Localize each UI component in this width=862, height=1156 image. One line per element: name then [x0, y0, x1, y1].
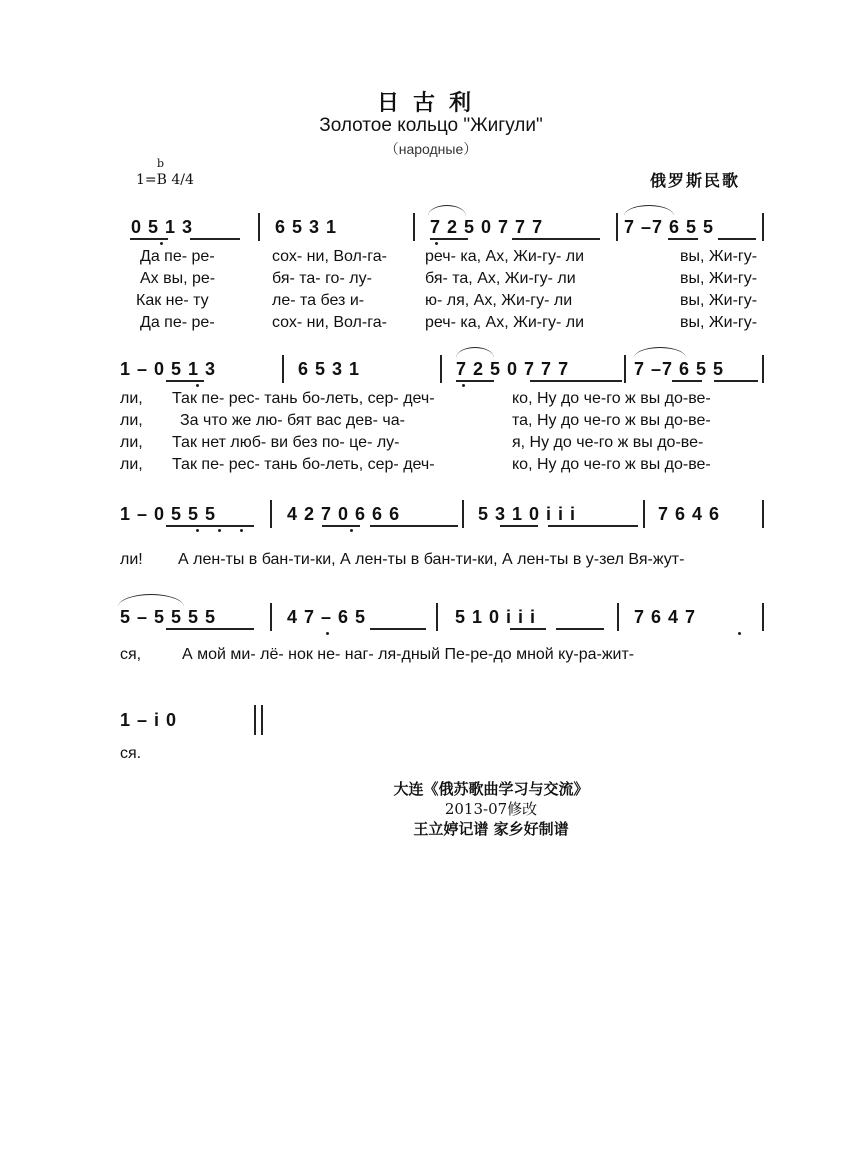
footer-date: 2013-07修改: [444, 800, 538, 818]
slur: [634, 347, 686, 358]
lyric: бя- та- го- лу-: [272, 270, 372, 287]
barline: [643, 500, 645, 528]
lyric: ю- ля, Ах, Жи-гу- ли: [425, 292, 573, 309]
measure-2-4: 7 –7 6 5 5: [634, 359, 725, 379]
lyric: Ах вы, ре-: [140, 270, 216, 287]
beam: [510, 628, 546, 630]
slur: [118, 594, 184, 607]
lyric: реч- ка, Ах, Жи-гу- ли: [425, 314, 584, 331]
measure-1-4: 7 –7 6 5 5: [624, 217, 715, 237]
lyric: сох- ни, Вол-га-: [272, 314, 387, 331]
lyric: ко, Ну до че-го ж вы до-ве-: [512, 390, 711, 407]
low-octave-dot: [462, 384, 465, 387]
lyric: вы, Жи-гу-: [680, 248, 758, 265]
low-octave-dot: [240, 529, 243, 532]
barline: [270, 603, 272, 631]
beam: [668, 238, 698, 240]
barline: [762, 500, 764, 528]
lyric: За что же лю- бят вас дев- ча-: [180, 412, 405, 429]
beam: [714, 380, 758, 382]
lyric: Так пе- рес- тань бо-леть, сер- деч-: [172, 390, 435, 407]
barline: [617, 603, 619, 631]
song-subtitle: Золотое кольцо "Жигули": [319, 115, 543, 136]
lyric: ся.: [120, 745, 142, 762]
lyric: Так пе- рес- тань бо-леть, сер- деч-: [172, 456, 435, 473]
lyric: ли!: [120, 551, 143, 568]
barline: [258, 213, 260, 241]
barline: [440, 355, 442, 383]
lyric: ле- та без и-: [272, 292, 365, 309]
lyric: сох- ни, Вол-га-: [272, 248, 387, 265]
measure-3-2: 4 2 7 0 6 6 6: [287, 504, 401, 524]
lyric: ли,: [120, 456, 143, 473]
beam: [672, 380, 702, 382]
lyric: вы, Жи-гу-: [680, 270, 758, 287]
beam: [512, 238, 600, 240]
barline: [413, 213, 415, 241]
measure-2-3: 7 2 5 0 7 7 7: [456, 359, 570, 379]
measure-4-1: 5 – 5 5 5 5: [120, 607, 217, 627]
lyric: Как не- ту: [136, 292, 209, 309]
footer-source: 大连《俄苏歌曲学习与交流》: [393, 780, 589, 798]
lyric: Так нет люб- ви без по- це- лу-: [172, 434, 400, 451]
lyric: Да пе- ре-: [140, 314, 215, 331]
barline: [762, 213, 764, 241]
low-octave-dot: [738, 632, 741, 635]
low-octave-dot: [350, 529, 353, 532]
footer-credits: 王立婷记谱 家乡好制谱: [413, 820, 569, 838]
slur: [624, 205, 674, 216]
beam: [322, 525, 360, 527]
measure-2-1: 1 – 0 5 1 3: [120, 359, 217, 379]
measure-3-4: 7 6 4 6: [658, 504, 721, 524]
song-genre: （народные）: [384, 141, 478, 157]
key-signature: 1=B 4/4: [136, 172, 194, 188]
barline: [436, 603, 438, 631]
lyric: бя- та, Ах, Жи-гу- ли: [425, 270, 576, 287]
measure-1-1: 0 5 1 3: [131, 217, 194, 237]
song-title: 日古利: [376, 90, 485, 116]
low-octave-dot: [160, 242, 163, 245]
low-octave-dot: [326, 632, 329, 635]
slur: [456, 347, 494, 358]
measure-5-1: 1 – i 0: [120, 710, 178, 730]
beam: [190, 238, 240, 240]
beam: [556, 628, 604, 630]
beam: [456, 380, 494, 382]
measure-1-2: 6 5 3 1: [275, 217, 338, 237]
barline: [462, 500, 464, 528]
barline: [762, 355, 764, 383]
song-origin: 俄罗斯民歌: [650, 171, 741, 190]
lyric: А лен-ты в бан-ти-ки, А лен-ты в бан-ти-ки, А лен-ты в у-зел Вя-жут-: [178, 551, 685, 568]
beam: [166, 628, 254, 630]
lyric: ся,: [120, 646, 142, 663]
barline: [616, 213, 618, 241]
lyric: реч- ка, Ах, Жи-гу- ли: [425, 248, 584, 265]
beam: [530, 380, 622, 382]
measure-3-3: 5 3 1 0 i i i: [478, 504, 577, 524]
lyric: я, Ну до че-го ж вы до-ве-: [512, 434, 704, 451]
lyric: ли,: [120, 434, 143, 451]
low-octave-dot: [218, 529, 221, 532]
barline: [762, 603, 764, 631]
slur: [428, 205, 466, 216]
barline: [624, 355, 626, 383]
lyric: Да пе- ре-: [140, 248, 215, 265]
lyric: ли,: [120, 412, 143, 429]
lyric: та, Ну до че-го ж вы до-ве-: [512, 412, 711, 429]
low-octave-dot: [196, 384, 199, 387]
barline: [282, 355, 284, 383]
beam: [548, 525, 638, 527]
lyric: ли,: [120, 390, 143, 407]
beam: [166, 525, 254, 527]
beam: [718, 238, 756, 240]
beam: [370, 525, 458, 527]
lyric: вы, Жи-гу-: [680, 292, 758, 309]
lyric: вы, Жи-гу-: [680, 314, 758, 331]
beam: [130, 238, 168, 240]
beam: [166, 380, 204, 382]
low-octave-dot: [435, 242, 438, 245]
lyric: А мой ми- лё- нок не- наг- ля-дный Пе-ре-до мной ку-ра-жит-: [182, 646, 635, 663]
measure-4-2: 4 7 – 6 5: [287, 607, 367, 627]
measure-2-2: 6 5 3 1: [298, 359, 361, 379]
flat-sign: b: [157, 157, 165, 170]
measure-3-1: 1 – 0 5 5 5: [120, 504, 217, 524]
low-octave-dot: [196, 529, 199, 532]
measure-1-3: 7 2 5 0 7 7 7: [430, 217, 544, 237]
measure-4-3: 5 1 0 i i i: [455, 607, 537, 627]
beam: [500, 525, 538, 527]
beam: [430, 238, 468, 240]
measure-4-4: 7 6 4 7: [634, 607, 697, 627]
final-barline: [254, 705, 263, 735]
barline: [270, 500, 272, 528]
beam: [370, 628, 426, 630]
lyric: ко, Ну до че-го ж вы до-ве-: [512, 456, 711, 473]
